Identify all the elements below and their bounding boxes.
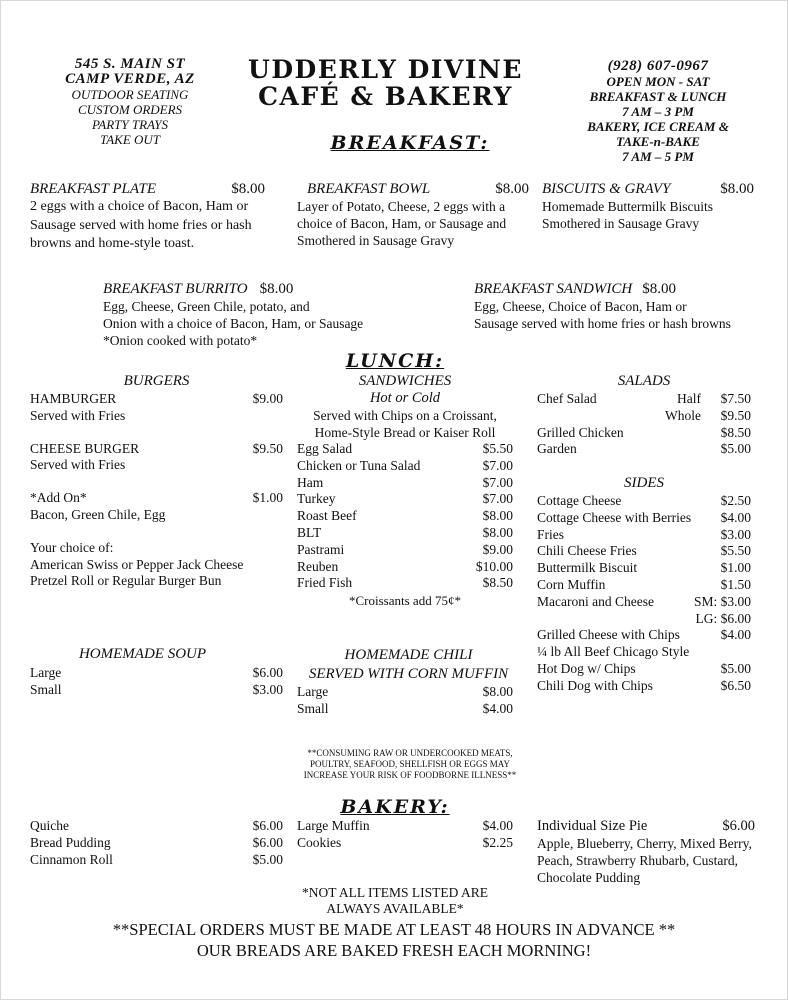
item-price: $3.00 — [252, 681, 283, 697]
item-price: $8.00 — [482, 508, 513, 524]
item-price: $9.50 — [252, 440, 283, 456]
section-subheading: SANDWICHES — [358, 373, 452, 389]
section-subtitle: Hot or Cold — [369, 390, 441, 406]
item-name: Ham — [297, 474, 324, 490]
item-price: $8.00 — [259, 281, 294, 297]
item-name: Small — [30, 681, 62, 697]
item-name: Individual Size Pie — [537, 818, 648, 834]
desc-line: Chocolate Pudding — [537, 869, 641, 885]
item-name: Bread Pudding — [30, 834, 111, 850]
desc-line: Smothered in Sausage Gravy — [297, 233, 455, 248]
sides-section — [537, 475, 751, 695]
item-note: Bacon, Green Chile, Egg — [30, 506, 166, 522]
item-price: $6.00 — [252, 834, 283, 850]
item-price: $4.00 — [720, 627, 751, 643]
phone-number: (928) 607-0967 — [607, 58, 709, 74]
desc-line: Homemade Buttermilk Biscuits — [542, 199, 713, 214]
item-name: Cookies — [297, 834, 342, 850]
item-name: Quiche — [30, 818, 69, 833]
lunch-heading: LUNCH: — [345, 350, 445, 372]
item-price: $9.50 — [720, 407, 751, 423]
item-name: Buttermilk Biscuit — [537, 560, 638, 576]
item-name: CHEESE BURGER — [30, 440, 140, 456]
item-name: BREAKFAST BOWL — [307, 181, 431, 197]
item-name: Grilled Cheese with Chips — [537, 627, 680, 643]
choice-line: American Swiss or Pepper Jack Cheese — [30, 556, 244, 572]
item-name: BREAKFAST PLATE — [30, 181, 156, 197]
item-price: $8.00 — [482, 524, 513, 540]
service-item: TAKE OUT — [99, 132, 161, 147]
note-line: ALWAYS AVAILABLE* — [326, 901, 464, 916]
section-subheading: SERVED WITH CORN MUFFIN — [308, 666, 509, 682]
item-name: Reuben — [297, 558, 339, 574]
item-name: ¼ lb All Beef Chicago Style — [537, 644, 690, 660]
section-subheading: BURGERS — [123, 373, 190, 389]
title-line: CAFÉ & BAKERY — [258, 82, 513, 111]
item-name: Large — [297, 684, 329, 699]
item-price: $5.00 — [720, 660, 751, 676]
warning-line: **CONSUMING RAW OR UNDERCOOKED MEATS, — [307, 748, 513, 758]
item-price: $7.00 — [482, 474, 513, 490]
item-price: SM: $3.00 — [693, 593, 751, 609]
item-name: Roast Beef — [297, 508, 357, 524]
desc-line: Egg, Cheese, Green Chile, potato, and — [103, 299, 310, 314]
hours-line: 7 AM – 3 PM — [622, 104, 694, 119]
item-name: Corn Muffin — [537, 576, 606, 592]
hours-line: TAKE-n-BAKE — [616, 134, 700, 149]
item-name: Hot Dog w/ Chips — [537, 660, 636, 676]
item-price: $4.00 — [482, 818, 513, 833]
item-name: Large Muffin — [297, 818, 370, 833]
item-name: BLT — [297, 524, 322, 540]
item-name: Macaroni and Cheese — [537, 593, 654, 609]
item-price: $2.50 — [720, 493, 751, 508]
service-item: CUSTOM ORDERS — [77, 102, 183, 117]
item-name: BREAKFAST BURRITO — [103, 281, 248, 297]
hours-line: 7 AM – 5 PM — [622, 149, 694, 164]
desc-line: Sausage served with home fries or hash — [30, 217, 252, 233]
bakery-pie — [537, 818, 755, 886]
item-name: Cottage Cheese with Berries — [537, 509, 692, 525]
item-price: $10.00 — [475, 558, 513, 574]
item-name: Chili Dog with Chips — [537, 677, 653, 693]
item-name: Fries — [537, 526, 564, 542]
desc-line: Apple, Blueberry, Cherry, Mixed Berry, — [537, 835, 752, 851]
bakery-heading: BAKERY: — [340, 796, 450, 818]
item-price: $9.00 — [252, 391, 283, 406]
item-price: $6.00 — [722, 818, 755, 834]
soup-section — [30, 646, 283, 699]
item-price: $8.00 — [495, 181, 529, 197]
item-price: $8.00 — [720, 181, 754, 197]
food-safety-warning — [270, 748, 550, 781]
bakery-col1 — [30, 818, 283, 868]
item-price: $9.00 — [482, 541, 513, 557]
availability-note — [250, 885, 540, 917]
item-name: BISCUITS & GRAVY — [542, 181, 671, 197]
sandwiches-section — [297, 373, 513, 609]
item-price: $1.00 — [252, 490, 283, 506]
breakfast-burrito — [103, 280, 393, 349]
item-price: $6.00 — [252, 818, 283, 833]
item-price: $5.50 — [720, 543, 751, 559]
item-name: Chef Salad — [537, 391, 597, 406]
item-price: $6.50 — [720, 677, 751, 693]
item-price: $8.00 — [231, 181, 265, 197]
note-line: *NOT ALL ITEMS LISTED ARE — [302, 885, 488, 900]
desc-line: Egg, Cheese, Choice of Bacon, Ham or — [474, 299, 687, 314]
item-name: Chicken or Tuna Salad — [297, 457, 421, 473]
item-name: Grilled Chicken — [537, 424, 624, 440]
desc-line: Peach, Strawberry Rhubarb, Custard, — [537, 852, 738, 868]
item-name: *Add On* — [30, 490, 87, 506]
address-line: 545 S. MAIN ST — [74, 56, 186, 72]
item-name: Cinnamon Roll — [30, 851, 113, 867]
item-name: Chili Cheese Fries — [537, 543, 637, 559]
desc-line: Home-Style Bread or Kaiser Roll — [314, 425, 496, 440]
choice-line: Your choice of: — [30, 539, 114, 555]
item-price: $3.00 — [720, 526, 751, 542]
desc-line: Onion with a choice of Bacon, Ham, or Sausage — [103, 316, 364, 331]
item-price: $8.50 — [482, 575, 513, 591]
item-name: Pastrami — [297, 541, 345, 557]
item-price: $5.50 — [482, 441, 513, 456]
item-name: BREAKFAST SANDWICH — [474, 281, 633, 297]
bakery-col2 — [297, 818, 513, 852]
item-price: LG: $6.00 — [695, 610, 751, 626]
warning-line: POULTRY, SEAFOOD, SHELLFISH OR EGGS MAY — [310, 759, 510, 769]
item-price: $1.00 — [720, 560, 751, 576]
item-price: $7.00 — [482, 491, 513, 507]
item-price: $4.00 — [720, 509, 751, 525]
breakfast-plate — [30, 181, 265, 254]
header-right — [568, 59, 748, 164]
item-name: Cottage Cheese — [537, 493, 622, 508]
item-note: Served with Fries — [30, 457, 126, 473]
hours-line: OPEN MON - SAT — [606, 74, 710, 89]
item-name: Large — [30, 665, 62, 680]
size-label: Whole — [665, 407, 701, 423]
desc-line: Smothered in Sausage Gravy — [542, 216, 700, 231]
croissant-note: *Croissants add 75¢* — [349, 593, 461, 609]
desc-line: browns and home-style toast. — [30, 236, 195, 251]
item-name: Small — [297, 700, 329, 716]
desc-line: Layer of Potato, Cheese, 2 eggs with a — [297, 199, 506, 214]
section-subheading: SALADS — [617, 373, 671, 389]
desc-line: choice of Bacon, Ham, or Sausage and — [297, 216, 507, 231]
item-name: HAMBURGER — [30, 391, 117, 406]
hours-line: BAKERY, ICE CREAM & — [587, 119, 729, 134]
choice-line: Pretzel Roll or Regular Burger Bun — [30, 573, 222, 589]
burgers-section — [30, 373, 283, 590]
service-item: OUTDOOR SEATING — [71, 87, 189, 102]
item-price: $2.25 — [482, 834, 513, 850]
restaurant-title — [228, 56, 543, 110]
item-price: $8.00 — [482, 684, 513, 699]
item-name: Turkey — [297, 491, 336, 507]
fresh-bread-note: OUR BREADS ARE BAKED FRESH EACH MORNING! — [196, 941, 592, 960]
desc-line: *Onion cooked with potato* — [103, 333, 258, 348]
item-price: $1.50 — [720, 576, 751, 592]
address-line: CAMP VERDE, AZ — [65, 71, 195, 87]
section-subheading: HOMEMADE CHILI — [344, 647, 473, 663]
warning-line: INCREASE YOUR RISK OF FOODBORNE ILLNESS** — [303, 770, 517, 780]
item-price: $8.00 — [642, 281, 676, 297]
item-name: Garden — [537, 441, 577, 457]
item-note: Served with Fries — [30, 407, 126, 423]
salads-section — [537, 373, 751, 458]
item-price: $7.00 — [482, 457, 513, 473]
breakfast-sandwich — [474, 280, 764, 332]
header-left — [30, 57, 230, 147]
desc-line: 2 eggs with a choice of Bacon, Ham or — [30, 199, 249, 214]
breakfast-heading: BREAKFAST: — [330, 132, 490, 154]
biscuits-gravy — [542, 181, 754, 232]
item-price: $4.00 — [482, 700, 513, 716]
item-name: Egg Salad — [297, 441, 353, 456]
desc-line: Served with Chips on a Croissant, — [313, 408, 497, 423]
item-name: Fried Fish — [297, 575, 353, 591]
breakfast-bowl — [297, 181, 529, 249]
item-price: $5.00 — [252, 851, 283, 867]
item-price: $7.50 — [720, 391, 751, 406]
service-item: PARTY TRAYS — [92, 117, 168, 132]
section-subheading: SIDES — [624, 475, 664, 491]
section-subheading: HOMEMADE SOUP — [78, 646, 207, 662]
title-line: UDDERLY DIVINE — [248, 55, 523, 84]
size-label: Half — [677, 391, 701, 406]
item-price: $6.00 — [252, 665, 283, 680]
desc-line: Sausage served with home fries or hash browns — [474, 316, 731, 331]
special-orders-note: **SPECIAL ORDERS MUST BE MADE AT LEAST 48 HOURS IN ADVANCE ** — [112, 920, 676, 939]
hours-line: BREAKFAST & LUNCH — [589, 89, 727, 104]
chili-section — [297, 646, 520, 718]
item-price: $5.00 — [720, 441, 751, 457]
item-price: $8.50 — [720, 424, 751, 440]
